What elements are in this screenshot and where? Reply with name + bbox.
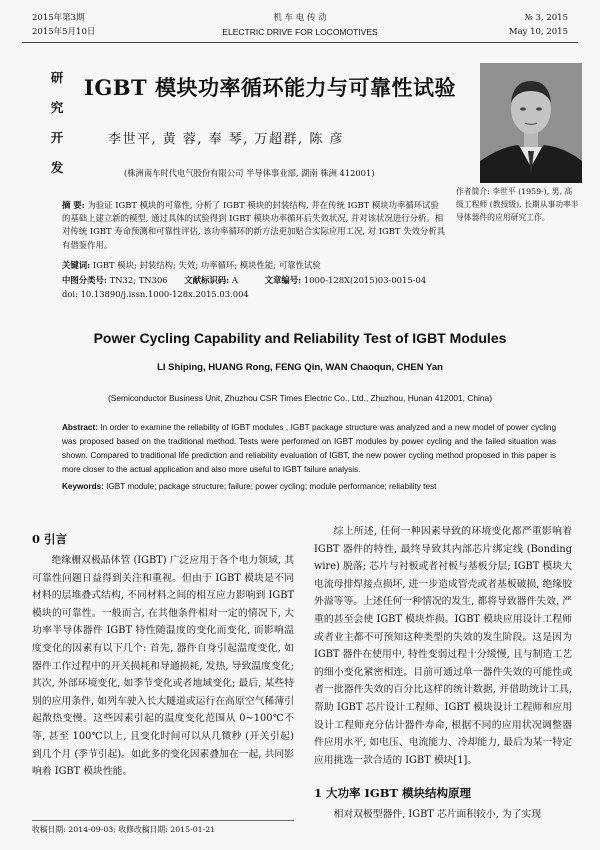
- abstract-cn-text: 为验证 IGBT 模块的可靠性, 分析了 IGBT 模块的封装结构, 并在传统 IGBT 模块功率循环试验的基础上建立新的模型, 通过具体的试验得到 IGBT 模块功率循环后失效状况, 并对该状况进行分析。相对传统 IGBT 寿命预测和可靠性评估, 该功率循环的新方法更加贴合实际应用工况, 对 IGBT 失效分析具有借鉴作用。: [62, 200, 446, 250]
- abstract-cn-label: 摘 要:: [62, 200, 85, 210]
- abstract-en-text: In order to examine the reliability of IGBT modules , IGBT package structure was analyzed and a new model of power cycling was proposed based on the traditional method. Tests were performed on IGBT modules by power cycling and the failed situation was shown. Compared to traditional life prediction and reliability evaluation of IGBT, the new power cycling method proposed in this paper is more closer to the actual application and also more useful to IGBT failure analysis.: [62, 423, 557, 474]
- clc-label: 中图分类号:: [62, 275, 107, 285]
- side-label-4: 发: [50, 160, 64, 175]
- side-label-2: 究: [50, 100, 64, 115]
- section-0-heading: 0 引言: [32, 532, 68, 546]
- doc-code-label: 文献标识码:: [184, 275, 230, 285]
- author-bio: 作者简介: 李世平 (1959-), 男, 高级工程师 (教授级), 长期从事功率半导体器件的应用研究工作。: [456, 187, 579, 222]
- left-column: [32, 552, 294, 781]
- side-label-3: 开: [50, 130, 64, 145]
- keywords-en: [62, 482, 556, 491]
- keywords-cn-text: IGBT 模块; 封装结构; 失效; 功率循环; 模块性能; 可靠性试验: [92, 260, 321, 270]
- abstract-cn: [62, 199, 447, 252]
- right-paragraph-1: 综上所述, 任何一种因素导致的环境变化都严重影响着 IGBT 器件的特性, 最终导致其内部芯片绑定线 (Bonding wire) 脱落; 芯片与衬板或者衬板与基板分层; IGBT 模块大电流母排焊接点损坏, 进一步造成管壳或者基板破损, 绝缘胶外溢等等。上述任何一种情况的发生, 都将导致器件失效, 严重的甚至会使 IGBT 模块炸损。IGBT 模块应用设计工程师或者业主都不可预知这种类型的失效的发生阶段。这是因为 IGBT 器件在使用中, 特性变弱过程十分缓慢, 且与制造工艺的细小变化紧密相连。目前可通过单一器件失效的可能性或者一批器件失效的百分比这样的统计数据, 并借助统计工具, 帮助 IGBT 芯片设计工程师、IGBT 模块设计工程师和应用设计工程师充分估计器件寿命, 根据不同的应用状况调整器件应用水平, 如电压、电流能力、冷却能力, 最后为某一特定应用挑选一款合适的 IGBT 模块[1]。: [314, 526, 572, 766]
- header-rule: [22, 42, 578, 43]
- author-portrait-image: [480, 63, 582, 183]
- side-label-1: 研: [50, 70, 64, 85]
- doc-code-value: A: [231, 275, 238, 285]
- author-photo: [480, 63, 582, 183]
- keywords-cn-label: 关键词:: [62, 260, 91, 270]
- right-column: [314, 523, 572, 769]
- footnote-rule: [32, 820, 294, 821]
- abstract-en: [62, 421, 556, 477]
- article-no-value: 1000-128X(2015)03-0015-04: [303, 275, 427, 285]
- received-date-footnote: 收稿日期: 2014-09-03; 收修改稿日期: 2015-01-21: [32, 825, 216, 834]
- keywords-en-label: Keywords:: [62, 482, 104, 491]
- clc-value: TN32; TN306: [109, 275, 168, 285]
- keywords-cn: [62, 259, 321, 271]
- authors-cn: 李世平, 黄 蓉, 奉 琴, 万超群, 陈 彦: [108, 132, 344, 147]
- classification-row: [62, 274, 482, 286]
- affiliation-cn: (株洲南车时代电气股份有限公司 半导体事业部, 湖南 株洲 412001): [124, 168, 375, 178]
- affiliation-en: (Semiconductor Business Unit, Zhuzhou CSR Times Electric Co., Ltd., Zhuzhou, Hunan 412001, China): [107, 393, 493, 403]
- section-1-text: [314, 806, 572, 824]
- abstract-en-label: Abstract:: [62, 423, 98, 432]
- issue-en: № 3, 2015: [524, 13, 568, 23]
- keywords-en-text: IGBT module; package structure; failure; power cycling; module performance; reliability test: [106, 482, 437, 491]
- title-en: Power Cycling Capability and Reliability Test of IGBT Modules: [93, 330, 507, 346]
- journal-name-en: ELECTRIC DRIVE FOR LOCOMOTIVES: [222, 27, 378, 37]
- authors-en: LI Shiping, HUANG Rong, FENG Qin, WAN Chaoqun, CHEN Yan: [157, 362, 443, 373]
- issue-cn: 2015年第3期: [32, 13, 85, 23]
- section-1-paragraph: 相对双极型器件, IGBT 芯片面积较小, 为了实现: [333, 809, 542, 820]
- journal-name-cn: 机 车 电 传 动: [273, 13, 327, 23]
- date-cn: 2015年5月10日: [32, 27, 96, 37]
- left-paragraph-1: 绝缘栅双极晶体管 (IGBT) 广泛应用于各个电力领域, 其可靠性问题日益得到关注和重视。但由于 IGBT 模块是不同材料的层堆叠式结构, 不同材料之间的相互应力影响到 IGBT 模块的可靠性。一般而言, 在其他条件相对一定的情况下, 大功率半导体器件 IGBT 特性随温度的变化而变化, 而影响温度变化的因素有以下几个: 首先, 器件自身引起温度变化, 如器件工作过程中的开关损耗和导通损耗, 发热, 导致温度变化; 其次, 外部环境变化, 如季节变化或者地域变化; 最后, 某些特别的应用条件, 如列车驶入长大隧道或运行在高原空气稀薄引起散热变慢。这些因素引起的温度变化范围从 0~100℃不等, 甚至 100℃以上, 且变化时间可以从几微秒 (开关引起) 到几个月 (季节引起)。如此多的变化因素叠加在一起, 共同影响着 IGBT 模块性能。: [32, 555, 294, 778]
- doi: doi: 10.13890/j.issn.1000-128x.2015.03.004: [62, 289, 249, 299]
- article-no-label: 文章编号:: [264, 275, 302, 285]
- title-cn: IGBT 模块功率循环能力与可靠性试验: [84, 75, 456, 100]
- date-en: May 10, 2015: [508, 27, 568, 37]
- section-1-heading: 1 大功率 IGBT 模块结构原理: [314, 786, 471, 800]
